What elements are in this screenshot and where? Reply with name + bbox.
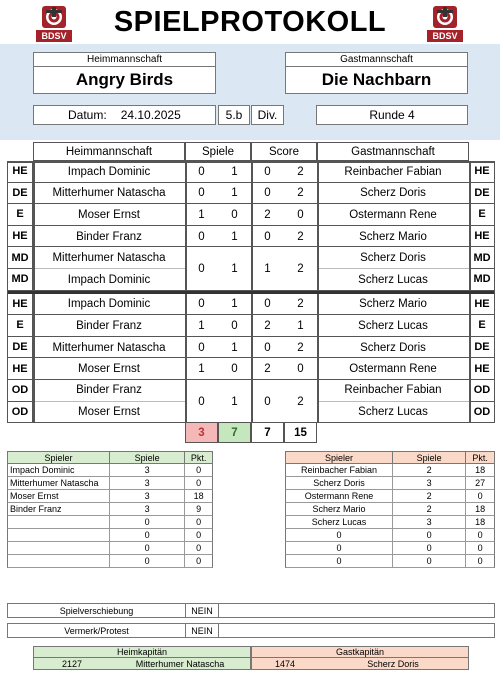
games-cell: 0 — [198, 341, 205, 354]
home-player: Impach Dominic — [67, 298, 151, 311]
stats-row — [7, 516, 213, 529]
stats-games: 0 — [110, 555, 185, 567]
score-cell: 2 — [297, 341, 304, 354]
stats-games: 2 — [393, 464, 466, 476]
date-box — [33, 105, 216, 125]
total-away-score: 15 — [284, 422, 317, 443]
score-cell: 0 — [264, 187, 271, 200]
match-table — [0, 161, 500, 421]
stats-points: 0 — [477, 556, 483, 566]
stats-name — [8, 529, 110, 541]
away-discipline: DE — [469, 337, 495, 359]
stats-points: 0 — [196, 556, 202, 566]
away-player: Scherz Lucas — [358, 406, 428, 419]
bdsv-logo-left — [34, 4, 74, 46]
stats-games: 0 — [110, 516, 185, 528]
division-value: 5.b — [218, 105, 250, 125]
stats-games: 0 — [110, 542, 185, 554]
away-player: Reinbacher Fabian — [344, 165, 442, 178]
stats-games: 2 — [393, 503, 466, 515]
away-discipline: OD — [469, 380, 495, 402]
stats-name: Binder Franz — [8, 503, 110, 515]
away-team-label: Gastmannschaft — [286, 53, 467, 67]
col-header-score: Score — [251, 142, 317, 161]
stats-header-player: Spieler — [8, 452, 110, 463]
away-captain-box — [251, 646, 469, 670]
stats-points: 18 — [475, 465, 486, 475]
home-player: Impach Dominic — [67, 165, 151, 178]
home-captain-label: Heimkapitän — [34, 647, 250, 658]
stats-row — [285, 555, 495, 568]
stats-points: 0 — [196, 465, 202, 475]
away-player: Scherz Doris — [317, 247, 469, 269]
away-player: Scherz Doris — [360, 187, 426, 200]
away-player: Scherz Lucas — [358, 319, 428, 332]
stats-points: 0 — [477, 491, 483, 501]
stats-games: 2 — [393, 490, 466, 502]
away-discipline: OD — [469, 402, 495, 424]
stats-row — [7, 464, 213, 477]
stats-row — [7, 529, 213, 542]
away-discipline: HE — [469, 226, 495, 248]
score-cell: 0 — [264, 298, 271, 311]
away-discipline: HE — [469, 294, 495, 316]
stats-row — [285, 490, 495, 503]
games-cell: 1 — [198, 319, 205, 332]
stats-header-player: Spieler — [286, 452, 393, 463]
home-discipline: MD — [7, 247, 33, 269]
score-cell: 2 — [297, 165, 304, 178]
score-cell: 0 — [264, 230, 271, 243]
stats-games: 3 — [110, 464, 185, 476]
stats-games: 3 — [110, 503, 185, 515]
away-player: Scherz Lucas — [358, 273, 428, 286]
away-player: Scherz Doris — [360, 341, 426, 354]
home-player: Binder Franz — [33, 380, 185, 402]
stats-row — [7, 555, 213, 568]
score-cell: 0 — [264, 341, 271, 354]
away-player: Scherz Mario — [359, 230, 427, 243]
home-team-label: Heimmannschaft — [34, 53, 215, 67]
away-discipline: MD — [469, 247, 495, 269]
away-player: Reinbacher Fabian — [317, 380, 469, 402]
stats-row — [285, 464, 495, 477]
away-stats-table — [285, 451, 495, 568]
away-discipline: DE — [469, 183, 495, 205]
protest-label: Vermerk/Protest — [8, 624, 186, 637]
stats-points: 0 — [196, 543, 202, 553]
home-discipline: OD — [7, 380, 33, 402]
date-label: Datum: — [68, 108, 107, 122]
score-cell: 1 — [264, 262, 271, 275]
stats-name: Scherz Doris — [286, 477, 393, 489]
games-cell: 1 — [231, 395, 238, 408]
stats-name — [8, 555, 110, 567]
stats-name: 0 — [286, 529, 393, 541]
home-stats-header — [7, 451, 213, 464]
total-away-games: 7 — [218, 422, 251, 443]
home-player: Mitterhumer Natascha — [52, 341, 166, 354]
stats-name: 0 — [286, 542, 393, 554]
score-cell: 0 — [264, 165, 271, 178]
stats-row — [285, 477, 495, 490]
games-cell: 0 — [231, 363, 238, 376]
stats-name: Scherz Lucas — [286, 516, 393, 528]
score-cell: 2 — [297, 187, 304, 200]
home-player: Moser Ernst — [78, 406, 140, 419]
stats-row — [285, 503, 495, 516]
games-cell: 1 — [231, 230, 238, 243]
stats-row — [7, 477, 213, 490]
home-discipline: OD — [7, 402, 33, 424]
bdsv-logo-right — [425, 4, 465, 46]
stats-points: 0 — [477, 530, 483, 540]
home-player: Moser Ernst — [78, 363, 140, 376]
home-captain-name: Mitterhumer Natascha — [135, 658, 225, 669]
table-top-border — [7, 161, 495, 163]
stats-points: 9 — [196, 504, 202, 514]
away-stats-header — [285, 451, 495, 464]
stats-points: 27 — [475, 478, 486, 488]
postponement-label: Spielverschiebung — [8, 604, 186, 617]
stats-games: 0 — [393, 529, 466, 541]
games-cell: 0 — [231, 319, 238, 332]
stats-row — [285, 542, 495, 555]
stats-name: Reinbacher Fabian — [286, 464, 393, 476]
stats-points: 0 — [477, 543, 483, 553]
games-cell: 1 — [231, 298, 238, 311]
stats-row — [7, 542, 213, 555]
games-cell: 1 — [198, 208, 205, 221]
col-header-games: Spiele — [185, 142, 251, 161]
stats-games: 3 — [393, 477, 466, 489]
stats-name: Impach Dominic — [8, 464, 110, 476]
stats-row — [7, 490, 213, 503]
stats-points: 18 — [475, 517, 486, 527]
stats-games: 0 — [393, 555, 466, 567]
home-player: Binder Franz — [76, 230, 142, 243]
stats-header-games: Spiele — [110, 452, 185, 463]
home-player: Moser Ernst — [78, 208, 140, 221]
score-cell: 1 — [297, 319, 304, 332]
home-discipline: MD — [7, 269, 33, 291]
stats-row — [7, 503, 213, 516]
away-discipline: E — [469, 204, 495, 226]
games-cell: 0 — [198, 230, 205, 243]
stats-header-games: Spiele — [393, 452, 466, 463]
stats-games: 3 — [393, 516, 466, 528]
score-cell: 2 — [297, 262, 304, 275]
home-discipline: DE — [7, 337, 33, 359]
stats-row — [285, 516, 495, 529]
stats-games: 3 — [110, 490, 185, 502]
round-value: Runde 4 — [316, 105, 468, 125]
stats-games: 0 — [110, 529, 185, 541]
games-cell: 1 — [231, 341, 238, 354]
protest-row — [7, 623, 495, 638]
home-captain-id: 2127 — [61, 658, 83, 669]
games-cell: 0 — [198, 165, 205, 178]
stats-name: Mitterhumer Natascha — [8, 477, 110, 489]
stats-name — [8, 516, 110, 528]
home-player: Mitterhumer Natascha — [33, 247, 185, 269]
score-cell: 2 — [264, 319, 271, 332]
away-captain-label: Gastkapitän — [252, 647, 468, 658]
away-player: Scherz Mario — [359, 298, 427, 311]
games-cell: 0 — [198, 262, 205, 275]
date-value: 24.10.2025 — [120, 108, 181, 122]
stats-name: Moser Ernst — [8, 490, 110, 502]
home-team-box — [33, 52, 216, 94]
stats-games: 3 — [110, 477, 185, 489]
games-cell: 1 — [198, 363, 205, 376]
games-cell: 0 — [231, 208, 238, 221]
col-header-away: Gastmannschaft — [317, 142, 469, 161]
stats-points: 18 — [193, 491, 204, 501]
home-player: Binder Franz — [76, 319, 142, 332]
stats-points: 0 — [196, 530, 202, 540]
home-discipline: HE — [7, 294, 33, 316]
home-discipline: HE — [7, 226, 33, 248]
page-title: SPIELPROTOKOLL — [113, 5, 387, 38]
division-label: Div. — [251, 105, 284, 125]
protest-value: NEIN — [186, 624, 219, 637]
stats-points: 0 — [196, 478, 202, 488]
away-captain-id: 1474 — [274, 658, 296, 669]
block-separator — [7, 291, 495, 294]
home-discipline: HE — [7, 358, 33, 380]
stats-points: 0 — [196, 517, 202, 527]
home-captain-box — [33, 646, 251, 670]
games-cell: 1 — [231, 165, 238, 178]
stats-header-points: Pkt. — [190, 452, 207, 463]
home-discipline: E — [7, 315, 33, 337]
total-home-score: 7 — [251, 422, 284, 443]
home-player: Impach Dominic — [67, 273, 151, 286]
games-cell: 0 — [198, 395, 205, 408]
away-discipline: E — [469, 315, 495, 337]
games-cell: 1 — [231, 262, 238, 275]
home-discipline: E — [7, 204, 33, 226]
away-discipline: MD — [469, 269, 495, 291]
table-outer-border — [494, 161, 495, 423]
postponement-row — [7, 603, 495, 618]
away-team-name: Die Nachbarn — [321, 69, 432, 89]
score-cell: 2 — [264, 363, 271, 376]
home-discipline: DE — [7, 183, 33, 205]
score-cell: 0 — [264, 395, 271, 408]
stats-row — [285, 529, 495, 542]
games-cell: 0 — [198, 298, 205, 311]
logo-text-left: BDSV — [41, 31, 67, 41]
total-home-games: 3 — [185, 422, 218, 443]
away-captain-name: Scherz Doris — [367, 658, 419, 669]
stats-name: 0 — [286, 555, 393, 567]
postponement-value: NEIN — [186, 604, 219, 617]
score-cell: 2 — [297, 298, 304, 311]
score-cell: 0 — [297, 208, 304, 221]
home-stats-table — [7, 451, 213, 568]
home-discipline: HE — [7, 161, 33, 183]
home-team-name: Angry Birds — [75, 69, 174, 89]
table-outer-border — [7, 161, 8, 423]
score-cell: 0 — [297, 363, 304, 376]
home-player: Mitterhumer Natascha — [52, 187, 166, 200]
stats-name: Ostermann Rene — [286, 490, 393, 502]
away-discipline: HE — [469, 161, 495, 183]
logo-text-right: BDSV — [432, 31, 458, 41]
games-cell: 0 — [198, 187, 205, 200]
stats-name: Scherz Mario — [286, 503, 393, 515]
score-cell: 2 — [297, 395, 304, 408]
stats-header-points: Pkt. — [472, 452, 488, 463]
away-discipline: HE — [469, 358, 495, 380]
stats-points: 18 — [475, 504, 486, 514]
col-header-home: Heimmannschaft — [33, 142, 185, 161]
score-cell: 2 — [297, 230, 304, 243]
away-player: Ostermann Rene — [349, 208, 437, 221]
score-cell: 2 — [264, 208, 271, 221]
games-cell: 1 — [231, 187, 238, 200]
stats-name — [8, 542, 110, 554]
away-team-box — [285, 52, 468, 94]
away-player: Ostermann Rene — [349, 363, 437, 376]
stats-games: 0 — [393, 542, 466, 554]
